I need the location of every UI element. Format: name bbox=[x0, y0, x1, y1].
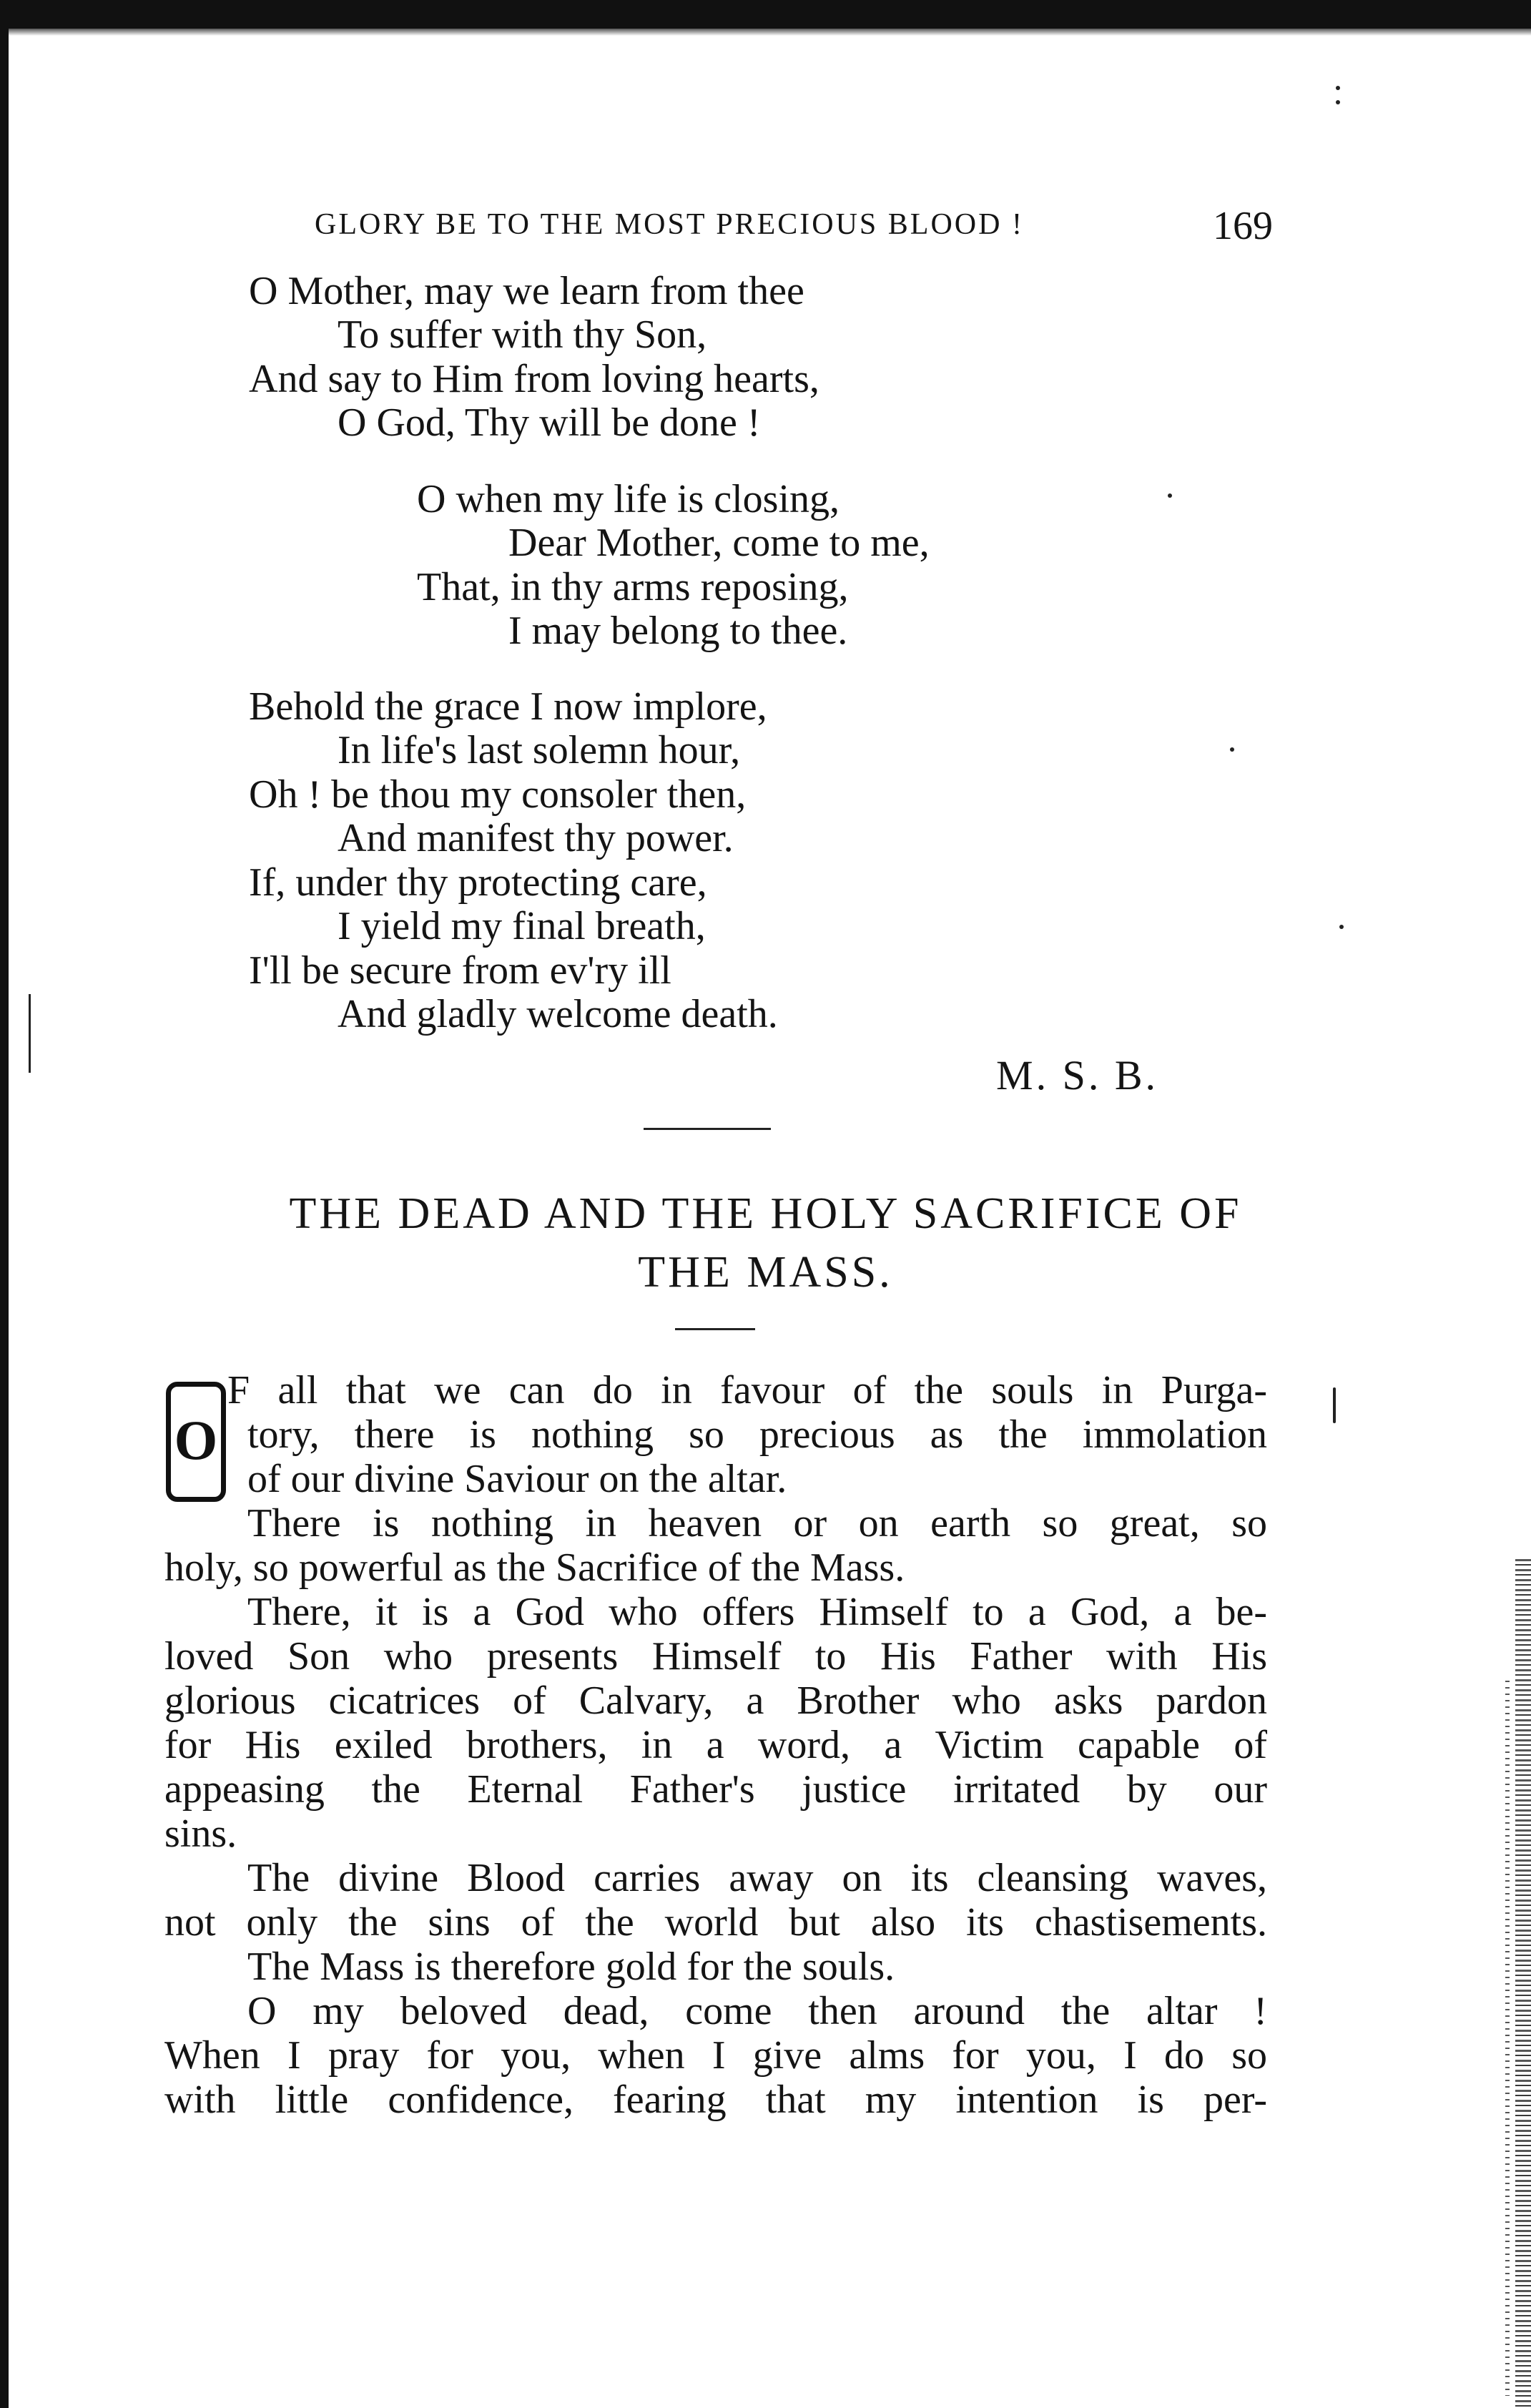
scan-speck bbox=[1333, 1387, 1336, 1423]
poem-line: That, in thy arms reposing, bbox=[417, 565, 849, 609]
section-divider bbox=[644, 1128, 771, 1130]
text-line: with little confidence, fearing that my intention is per- bbox=[164, 2078, 1267, 2122]
scan-left-mark bbox=[29, 994, 31, 1073]
text-line: of our divine Saviour on the altar. bbox=[247, 1457, 787, 1501]
poem-line: Oh ! be thou my consoler then, bbox=[249, 772, 747, 817]
poem-line: In life's last solemn hour, bbox=[338, 728, 741, 772]
title-divider bbox=[675, 1328, 755, 1330]
poem-line: I may belong to thee. bbox=[508, 609, 848, 653]
scan-speck bbox=[1336, 86, 1340, 90]
poem-signature: M. S. B. bbox=[996, 1052, 1159, 1099]
text-line: tory, there is nothing so precious as the immolation bbox=[247, 1412, 1267, 1457]
page-number: 169 bbox=[1213, 204, 1273, 248]
poem-line: O Mother, may we learn from thee bbox=[249, 269, 804, 313]
article-paragraph-3 bbox=[164, 1590, 1267, 1856]
poem-line: O God, Thy will be done ! bbox=[338, 400, 761, 445]
running-head bbox=[315, 203, 1273, 253]
text-line: sins. bbox=[164, 1812, 237, 1856]
scan-speck bbox=[1168, 493, 1172, 498]
poem-line: I yield my final breath, bbox=[338, 904, 706, 948]
text-line: holy, so powerful as the Sacrifice of the Mass. bbox=[164, 1545, 905, 1590]
text-line: appeasing the Eternal Father's justice irritated by our bbox=[164, 1767, 1267, 1812]
scan-top-border bbox=[0, 0, 1531, 29]
poem-line: I'll be secure from ev'ry ill bbox=[249, 948, 671, 993]
scan-speck bbox=[1230, 747, 1234, 752]
article-paragraph-4 bbox=[164, 1856, 1267, 1945]
text-line: O my beloved dead, come then around the altar ! bbox=[247, 1989, 1267, 2033]
text-line: There, it is a God who offers Himself to a God, a be- bbox=[247, 1590, 1267, 1634]
text-line: There is nothing in heaven or on earth so great, so bbox=[247, 1501, 1267, 1545]
scan-right-edge bbox=[1515, 1559, 1531, 2408]
scan-right-edge-inner bbox=[1505, 1681, 1510, 2396]
scan-top-shadow bbox=[0, 29, 1531, 36]
scan-speck bbox=[1336, 100, 1340, 104]
text-line: F all that we can do in favour of the souls in Purga- bbox=[227, 1368, 1267, 1412]
text-line: not only the sins of the world but also its chastisements. bbox=[164, 1900, 1267, 1945]
poem-line: To suffer with thy Son, bbox=[338, 313, 707, 357]
drop-cap bbox=[166, 1382, 226, 1502]
article-paragraph-6 bbox=[164, 1989, 1267, 2122]
article-paragraph-1 bbox=[227, 1368, 1267, 1501]
text-line: loved Son who presents Himself to His Father with His bbox=[164, 1634, 1267, 1679]
drop-cap-letter: O bbox=[174, 1409, 218, 1471]
text-line: The Mass is therefore gold for the souls. bbox=[247, 1945, 895, 1989]
poem-line: O when my life is closing, bbox=[417, 477, 840, 521]
poem-line: If, under thy protecting care, bbox=[249, 860, 707, 905]
article-paragraph-2 bbox=[164, 1501, 1267, 1590]
running-title: GLORY BE TO THE MOST PRECIOUS BLOOD ! bbox=[315, 208, 1024, 241]
poem-line: And say to Him from loving hearts, bbox=[249, 357, 819, 401]
text-line: When I pray for you, when I give alms for you, I do so bbox=[164, 2033, 1267, 2078]
poem-line: And gladly welcome death. bbox=[338, 992, 778, 1036]
text-line: The divine Blood carries away on its cleansing waves, bbox=[247, 1856, 1267, 1900]
scan-speck bbox=[1339, 925, 1344, 929]
poem-line: Behold the grace I now implore, bbox=[249, 684, 767, 729]
text-line: glorious cicatrices of Calvary, a Brother who asks pardon bbox=[164, 1679, 1267, 1723]
article-paragraph-5 bbox=[164, 1945, 1267, 1989]
text-line: for His exiled brothers, in a word, a Victim capable of bbox=[164, 1723, 1267, 1767]
poem-line: And manifest thy power. bbox=[338, 816, 734, 860]
article-title-line-1: THE DEAD AND THE HOLY SACRIFICE OF bbox=[289, 1189, 1242, 1238]
poem-line: Dear Mother, come to me, bbox=[508, 521, 930, 565]
article-title-line-2: THE MASS. bbox=[638, 1248, 893, 1297]
